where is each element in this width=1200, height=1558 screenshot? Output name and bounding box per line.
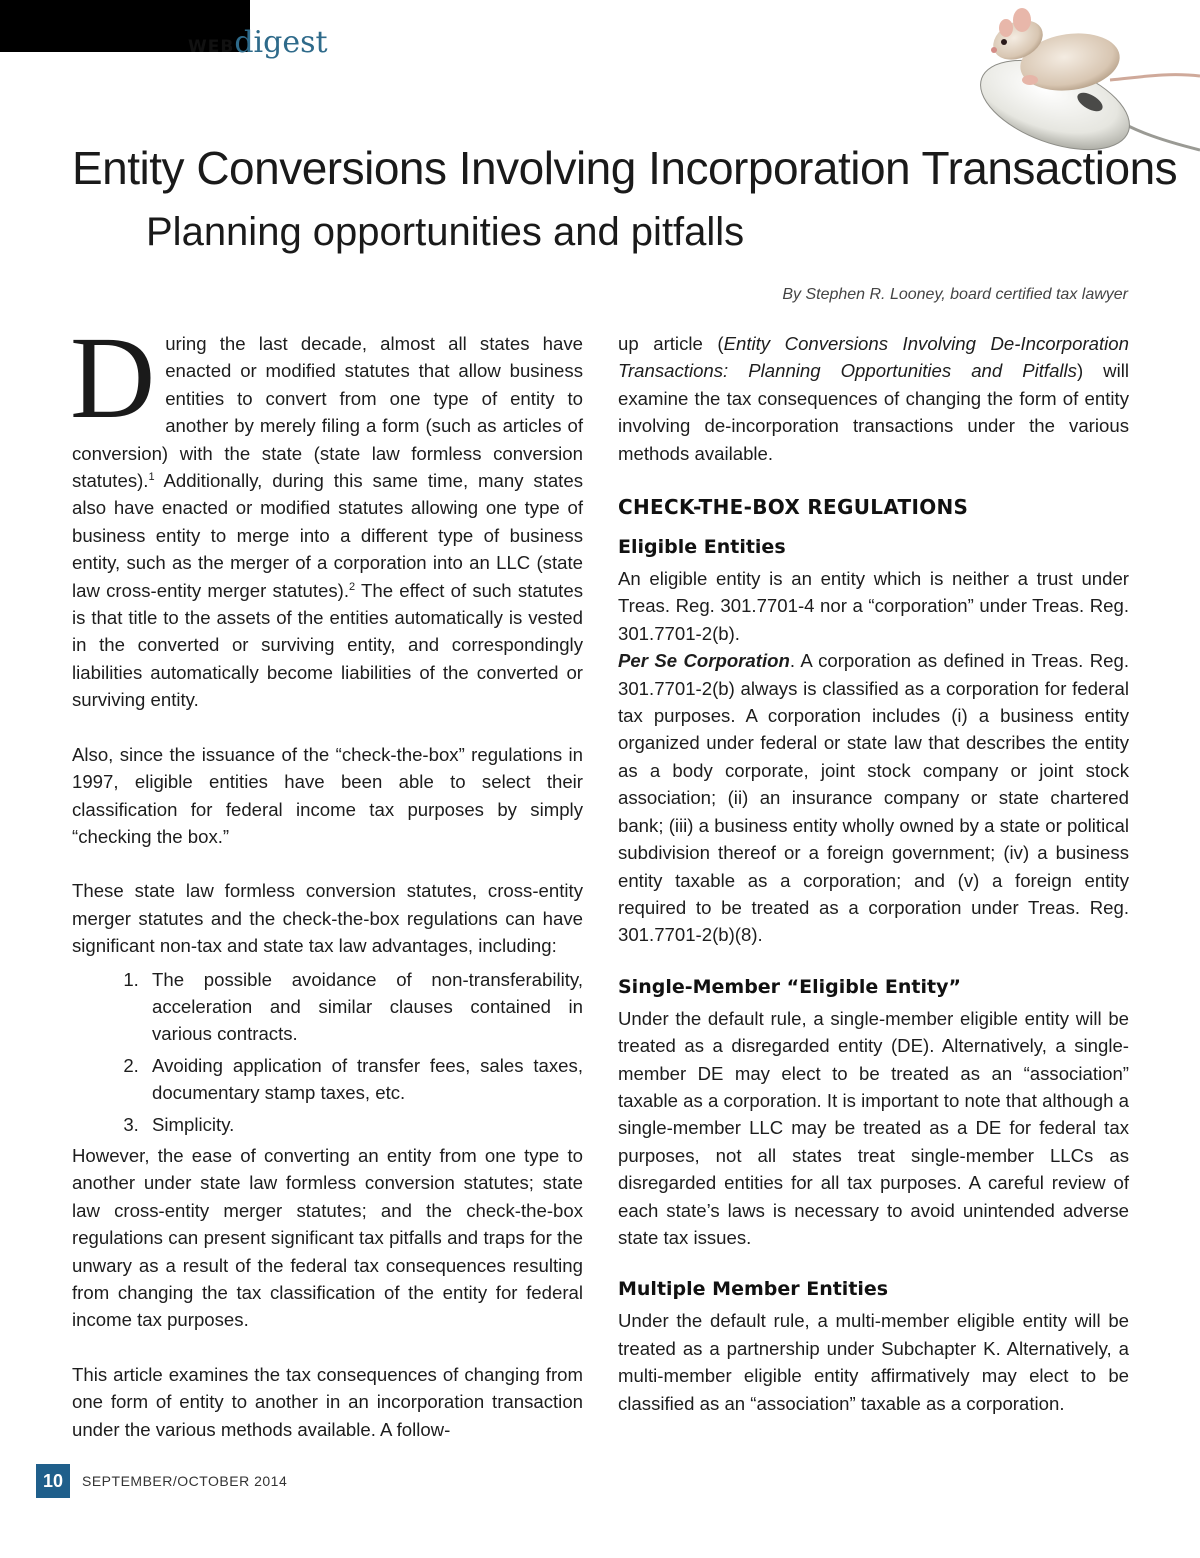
intro-text-b: Additionally, during this same time, many states also have enacted or modified statutes allowing one type of business entity to merge into a different type of business entity, such as the merger of a corporation into an LLC (state law cross-entity merger statutes).	[72, 470, 583, 601]
masthead-logo	[188, 26, 328, 64]
per-se-label: Per Se Corporation	[618, 650, 790, 672]
single-member-paragraph: Under the default rule, a single-member eligible entity will be treated as a disregarded entity (DE). Alternatively, a single-member DE may elect to be treated as an “association” taxable as a corporation. It is important to note that although a single-member LLC may be treated as a DE for federal tax purposes, not all states treat single-member LLCs as disregarded entities for all tax purposes. A careful review of each state’s laws is necessary to avoid unintended adverse state tax issues.	[618, 1007, 1129, 1248]
left-column	[70, 312, 583, 1443]
follow-up-text-a: up article (	[618, 333, 724, 354]
byline: By Stephen R. Looney, board certified tax lawyer	[782, 286, 1128, 303]
intro-text-a: uring the last decade, almost all states have enacted or modified statutes that allow business entities to convert from one type of entity to another by merely filing a form (such as articles of conversion) with the state (state law formless conversion statutes).	[72, 333, 583, 492]
footnote-ref-1: 1	[148, 470, 155, 483]
per-se-text: . A corporation as defined in Treas. Reg. 301.7701-2(b) always is classified as a corporation for federal tax purposes. A corporation includes (i) a business entity organized under federal or state law that describes the entity as a body corporate, joint stock company or joint stock association; (ii) an insurance company or state chartered bank; (iii) a business entity wholly owned by a state or political subdivision thereof or a foreign government; (iv) a business entity taxable as a corporation; and (v) a foreign entity required to be treated as a corporation under Treas. Reg. 301.7701-2(b)(8).	[618, 650, 1129, 946]
masthead-web: WEB	[188, 37, 235, 57]
article-subtitle: Planning opportunities and pitfalls	[146, 210, 745, 254]
follow-up-text-b: ) will examine the tax consequences of changing the form of entity involving de-incorporation transactions under the various methods available.	[618, 360, 1129, 464]
subheading-single-member: Single-Member “Eligible Entity”	[618, 975, 961, 998]
eligible-entities-paragraph: An eligible entity is an entity which is neither a trust under Treas. Reg. 301.7701-4 nor a “corporation” under Treas. Reg. 301.7701-2(b).	[618, 568, 1129, 644]
issue-date: SEPTEMBER/OCTOBER 2014	[82, 1473, 288, 1489]
masthead-digest: digest	[234, 25, 328, 60]
intro-paragraph	[70, 312, 583, 714]
subheading-multiple-member: Multiple Member Entities	[618, 1278, 889, 1301]
multiple-member-paragraph: Under the default rule, a multi-member eligible entity will be treated as a partnership under Subchapter K. Alternatively, a multi-member eligible entity affirmatively may elect to be classified as an “association” taxable as a corporation.	[618, 1310, 1129, 1414]
mouse-on-computer-mouse-image	[960, 0, 1200, 160]
intro-text-c: The effect of such statutes is that title to the assets of the entities automatically is vested in the converted or surviving entity, and correspondingly liabilities automatically become liabilities of the converted or surviving entity.	[72, 579, 583, 711]
page-footer	[36, 1463, 287, 1499]
list-item: 3. Simplicity.	[144, 1111, 583, 1138]
scope-paragraph: This article examines the tax consequences of changing from one form of entity to another in an incorporation transaction under the various methods available. A follow-	[72, 1363, 583, 1440]
advantages-list	[72, 966, 583, 1138]
follow-up-article-title: Entity Conversions Involving De-Incorporation Transactions: Planning Opportunities and Pitfalls	[618, 333, 1129, 382]
follow-up-paragraph	[618, 330, 1129, 467]
page-number: 10	[36, 1464, 70, 1498]
per-se-paragraph	[618, 647, 1129, 948]
section-heading-check-the-box: CHECK-THE-BOX REGULATIONS	[618, 495, 969, 520]
list-item: 1. The possible avoidance of non-transferability, acceleration and similar clauses contained in various contracts.	[144, 966, 583, 1048]
article-title: Entity Conversions Involving Incorporation Transactions	[72, 142, 1178, 194]
advantages-paragraph: These state law formless conversion statutes, cross-entity merger statutes and the check-the-box regulations can have significant non-tax and state tax law advantages, including:	[72, 880, 583, 957]
list-item: 2. Avoiding application of transfer fees, sales taxes, documentary stamp taxes, etc.	[144, 1052, 583, 1107]
footnote-ref-2: 2	[349, 580, 356, 593]
drop-cap: D	[70, 312, 156, 443]
check-the-box-paragraph: Also, since the issuance of the “check-the-box” regulations in 1997, eligible entities have been able to select their classification for federal income tax purposes by simply “checking the box.”	[72, 743, 583, 847]
pitfalls-paragraph: However, the ease of converting an entity from one type to another under state law formless conversion statutes; state law cross-entity merger statutes; and the check-the-box regulations can present significant tax pitfalls and traps for the unwary as a result of the federal tax consequences resulting from changing the tax classification of the entity for federal income tax purposes.	[72, 1144, 583, 1331]
subheading-eligible-entities: Eligible Entities	[618, 536, 786, 559]
right-column	[618, 330, 1129, 1417]
